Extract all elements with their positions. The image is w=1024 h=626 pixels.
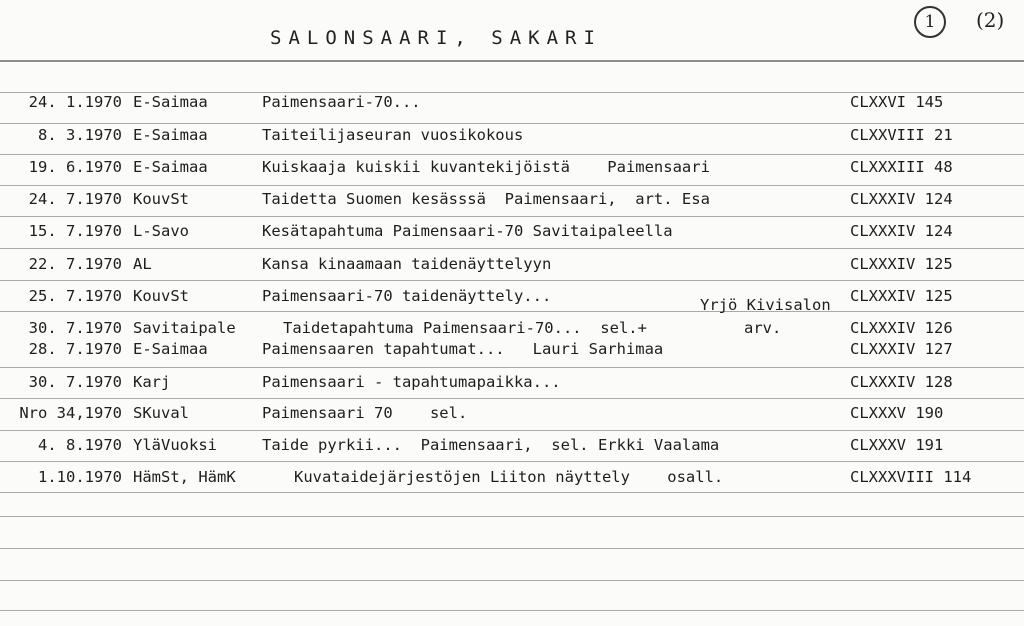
entry-description: Paimensaari-70... [262, 93, 421, 111]
entry-reference: CLXXXIV 128 [850, 373, 953, 391]
entry-reference: CLXXXVIII 114 [850, 468, 972, 486]
ruled-line [0, 548, 1024, 549]
entry-source: Karj [133, 373, 171, 391]
entry-source: KouvSt [133, 287, 189, 305]
note-arv: arv. [744, 319, 782, 337]
card-title: SALONSAARI, SAKARI [270, 27, 602, 49]
entry-reference: CLXXXIV 125 [850, 287, 953, 305]
entry-date: 19. 6.1970 [28, 158, 122, 176]
entry-source: L-Savo [133, 222, 189, 240]
entry-reference: CLXXXIV 124 [850, 222, 953, 240]
ruled-line [0, 280, 1024, 281]
entry-description: Kansa kinaamaan taidenäyttelyyn [262, 255, 552, 273]
entry-source: AL [133, 255, 152, 273]
entry-description: Taidetapahtuma Paimensaari-70... sel.+ [283, 319, 647, 337]
ruled-line [0, 216, 1024, 217]
entry-description: Kuvataidejärjestöjen Liiton näyttely osall. [294, 468, 724, 486]
ruled-line [0, 248, 1024, 249]
entry-date: 30. 7.1970 [28, 373, 122, 391]
entry-source: KouvSt [133, 190, 189, 208]
entry-description: Paimensaaren tapahtumat... Lauri Sarhimaa [262, 340, 664, 358]
circled-card-number: 1 [914, 6, 946, 38]
ruled-line [0, 430, 1024, 431]
entry-date: 8. 3.1970 [38, 126, 122, 144]
entry-reference: CLXXXIII 48 [850, 158, 953, 176]
entry-reference: CLXXXIV 125 [850, 255, 953, 273]
entry-date: 30. 7.1970 [28, 319, 122, 337]
entry-description: Paimensaari - tapahtumapaikka... [262, 373, 561, 391]
parenthesized-card-number: (2) [976, 8, 1005, 32]
entry-reference: CLXXXV 191 [850, 436, 944, 454]
ruled-line [0, 610, 1024, 611]
entry-source: YläVuoksi [133, 436, 217, 454]
entry-source: HämSt, HämK [133, 468, 236, 486]
ruled-line [0, 123, 1024, 124]
entry-date: 28. 7.1970 [28, 340, 122, 358]
ruled-line [0, 461, 1024, 462]
ruled-line [0, 492, 1024, 493]
entry-reference: CLXXXIV 127 [850, 340, 953, 358]
ruled-line [0, 311, 1024, 312]
entry-reference: CLXXXIV 126 [850, 319, 953, 337]
ruled-line [0, 516, 1024, 517]
entry-description: Kuiskaaja kuiskii kuvantekijöistä Paimensaari [262, 158, 710, 176]
note-yrjo-kivisalon: Yrjö Kivisalon [700, 296, 831, 314]
entry-description: Paimensaari-70 taidenäyttely... [262, 287, 552, 305]
entry-source: E-Saimaa [133, 340, 208, 358]
entry-description: Taiteilijaseuran vuosikokous [262, 126, 524, 144]
header-divider [0, 60, 1024, 62]
ruled-line [0, 398, 1024, 399]
entry-description: Paimensaari 70 sel. [262, 404, 468, 422]
entry-description: Taidetta Suomen kesässsä Paimensaari, art. Esa [262, 190, 710, 208]
entry-description: Kesätapahtuma Paimensaari-70 Savitaipaleella [262, 222, 673, 240]
entry-date: 24. 1.1970 [28, 93, 122, 111]
entry-date: 15. 7.1970 [28, 222, 122, 240]
entry-source: Savitaipale [133, 319, 236, 337]
entry-date: 4. 8.1970 [38, 436, 122, 454]
entry-reference: CLXXXIV 124 [850, 190, 953, 208]
ruled-line [0, 367, 1024, 368]
entry-description: Taide pyrkii... Paimensaari, sel. Erkki Vaalama [262, 436, 720, 454]
entry-reference: CLXXXV 190 [850, 404, 944, 422]
entry-source: E-Saimaa [133, 93, 208, 111]
entry-source: E-Saimaa [133, 126, 208, 144]
entry-date: 1.10.1970 [38, 468, 122, 486]
entry-source: E-Saimaa [133, 158, 208, 176]
entry-date: 22. 7.1970 [28, 255, 122, 273]
ruled-line [0, 154, 1024, 155]
entry-reference: CLXXVI 145 [850, 93, 944, 111]
entry-date: 25. 7.1970 [28, 287, 122, 305]
entry-date: Nro 34,1970 [19, 404, 122, 422]
entry-source: SKuval [133, 404, 189, 422]
ruled-line [0, 580, 1024, 581]
entry-reference: CLXXVIII 21 [850, 126, 953, 144]
entry-date: 24. 7.1970 [28, 190, 122, 208]
ruled-line [0, 185, 1024, 186]
